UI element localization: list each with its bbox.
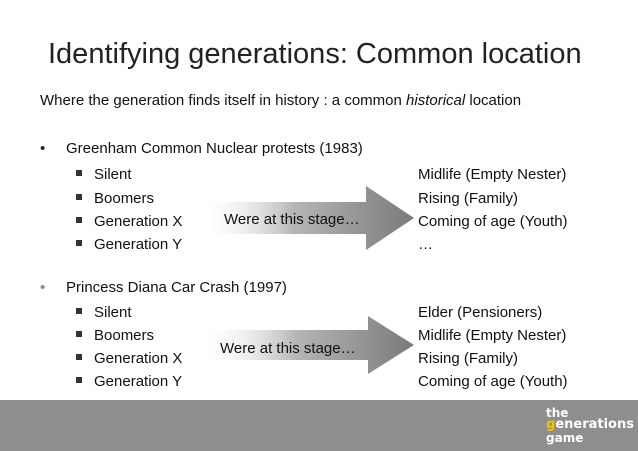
life-stage: Rising (Family) [418,190,519,207]
list-item: Boomers [76,190,154,207]
square-bullet-icon [76,377,82,383]
life-stage: Rising (Family) [418,350,519,367]
section-heading-greenham: • Greenham Common Nuclear protests (1983) [40,140,363,157]
square-bullet-icon [76,217,82,223]
list-item: Generation Y [76,236,182,253]
list-item: Boomers [76,327,154,344]
list-item: Silent [76,166,132,183]
life-stage: Elder (Pensioners) [418,304,543,321]
list-item: Generation X [76,350,182,367]
arrow-label: Were at this stage… [220,340,356,357]
life-stage: Midlife (Empty Nester) [418,166,567,183]
square-bullet-icon [76,354,82,360]
list-item: Generation X [76,213,182,230]
list-item: Generation Y [76,373,182,390]
arrow-label: Were at this stage… [224,211,360,228]
slide-subtitle: Where the generation finds itself in history : a common historical location [40,92,522,109]
square-bullet-icon [76,170,82,176]
generations-game-logo: the generations game [546,406,634,445]
square-bullet-icon [76,308,82,314]
life-stage: Coming of age (Youth) [418,373,568,390]
slide-title: Identifying generations: Common location [48,38,582,70]
square-bullet-icon [76,240,82,246]
square-bullet-icon [76,331,82,337]
bullet-icon: • [40,140,46,157]
bullet-icon: • [40,279,46,296]
section-heading-diana: • Princess Diana Car Crash (1997) [40,279,287,296]
life-stage: Coming of age (Youth) [418,213,568,230]
subtitle-emphasis: historical [406,92,466,109]
life-stage: Midlife (Empty Nester) [418,327,567,344]
life-stage: … [418,236,433,253]
square-bullet-icon [76,194,82,200]
list-item: Silent [76,304,132,321]
